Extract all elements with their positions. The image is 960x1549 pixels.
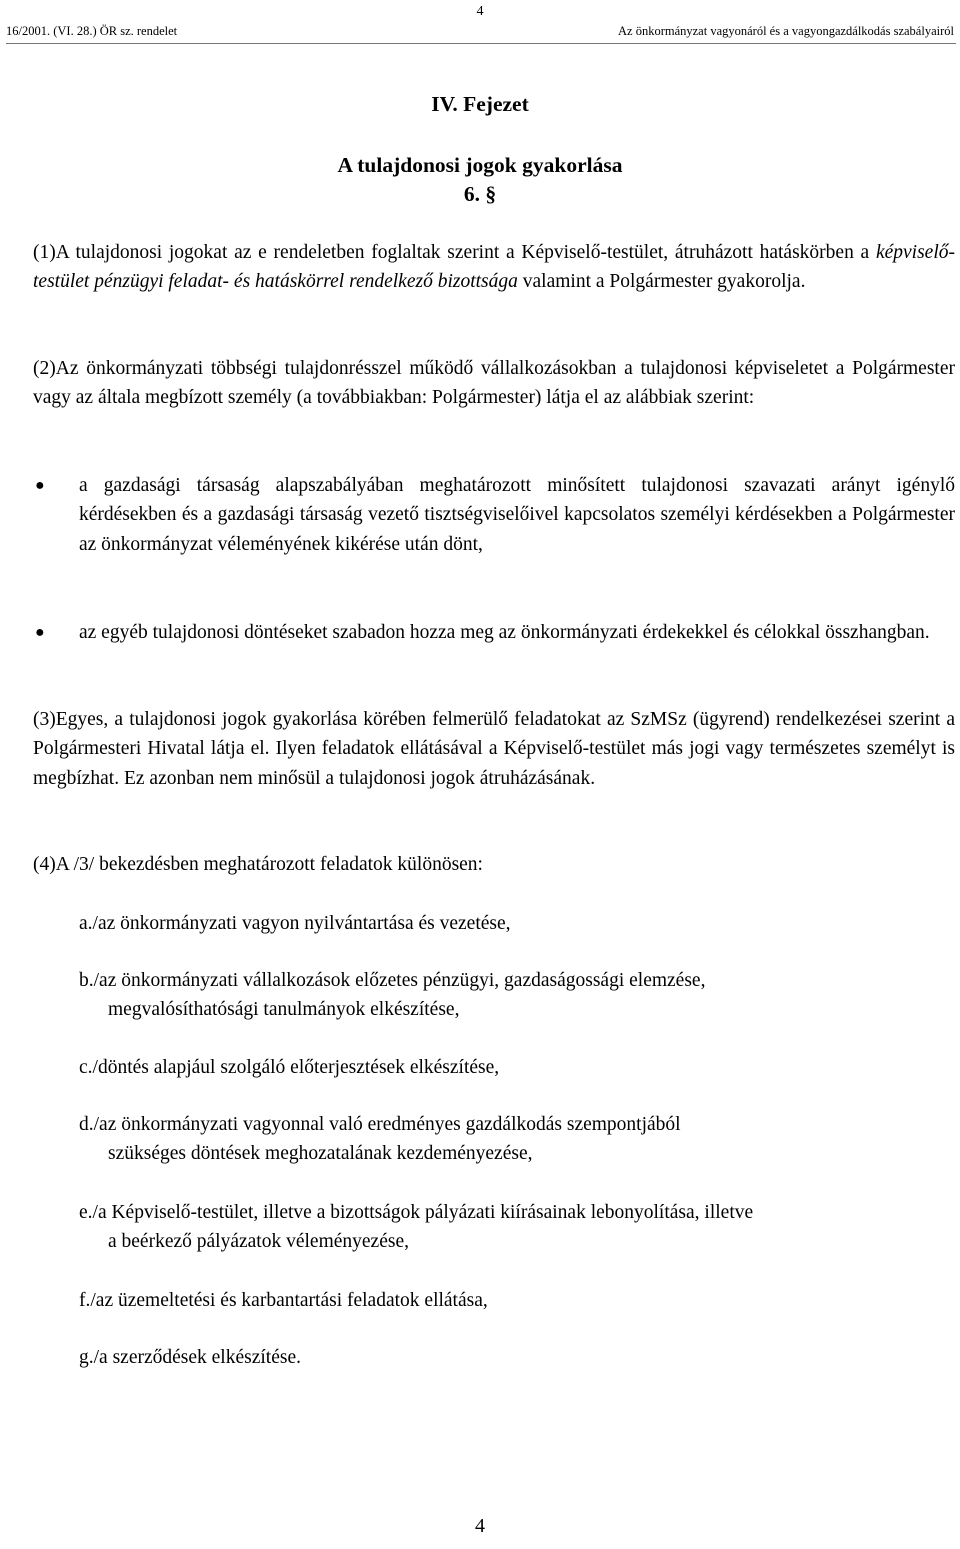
bullet-icon: ●	[35, 624, 45, 641]
list-item-line: f./az üzemeltetési és karbantartási feladatok ellátása,	[79, 1290, 488, 1311]
bullet-text: a gazdasági társaság alapszabályában meghatározott minősített tulajdonosi szavazati arányt igénylő kérdésekben és a gazdasági társaság vezető tisztségviselőivel kapcsolatos személyi kérdésekben a Polgármester az önkormányzat véleményének kikérése után dönt,	[79, 475, 955, 555]
page-header	[0, 0, 960, 48]
bullet-text: az egyéb tulajdonosi döntéseket szabadon hozza meg az önkormányzati érdekekkel és célokkal összhangban.	[79, 622, 930, 643]
list-item	[79, 1343, 959, 1372]
list-item	[79, 966, 959, 1025]
chapter-title: A tulajdonosi jogok gyakorlása	[337, 153, 623, 177]
list-item	[79, 1110, 959, 1169]
list-item	[79, 1286, 959, 1315]
paragraph-2: (2)Az önkormányzati többségi tulajdonrésszel működő vállalkozásokban a tulajdonosi képviseletet a Polgármester vagy az általa megbízott személy (a továbbiakban: Polgármester) látja el az alábbiak szerint:	[33, 358, 955, 409]
paragraph-1-text-b: valamint a Polgármester gyakorolja.	[517, 271, 806, 293]
paragraph-1-italic: képviselő-testület pénzügyi feladat- és hatáskörrel rendelkező bizottsága	[33, 242, 955, 293]
header-page-number: 4	[476, 4, 484, 19]
list-item-line: e./a Képviselő-testület, illetve a bizottságok pályázati kiírásainak lebonyolítása, illetve	[79, 1202, 754, 1223]
bullet-icon: ●	[35, 477, 45, 494]
list-item-line: d./az önkormányzati vagyonnal való eredményes gazdálkodás szempontjából	[79, 1114, 681, 1135]
paragraph-3: (3)Egyes, a tulajdonosi jogok gyakorlása körében felmerülő feladatokat az SzMSz (ügyrend) rendelkezései szerint a Polgármesteri Hivatal látja el. Ilyen feladatok ellátásával a Képviselő-testület más jogi vagy természetes személyt is megbízhat. Ez azonban nem minősül a tulajdonosi jogok átruházásának.	[33, 709, 955, 789]
list-item-continuation: szükséges döntések meghozatalának kezdeményezése,	[108, 1143, 533, 1165]
paragraph-4: (4)A /3/ bekezdésben meghatározott feladatok különösen:	[33, 854, 483, 875]
header-left-text: 16/2001. (VI. 28.) ÖR sz. rendelet	[6, 24, 178, 38]
footer-page-number: 4	[475, 1515, 485, 1537]
paragraph-1-text-a: (1)A tulajdonosi jogokat az e rendeletben foglaltak szerint a Képviselő-testület, átruházott hatáskörben a	[33, 242, 876, 263]
section-number: 6. §	[463, 182, 497, 206]
chapter-heading: IV. Fejezet	[431, 92, 529, 116]
bullet-item	[35, 618, 955, 647]
header-divider	[6, 43, 956, 44]
paragraph-1	[33, 238, 955, 297]
list-item	[79, 1053, 959, 1082]
header-right-text: Az önkormányzat vagyonáról és a vagyongazdálkodás szabályairól	[618, 24, 954, 38]
list-item-line: a./az önkormányzati vagyon nyilvántartása és vezetése,	[79, 913, 511, 934]
list-item-continuation: a beérkező pályázatok véleményezése,	[108, 1231, 409, 1253]
list-item	[79, 909, 959, 938]
list-item-line: c./döntés alapjául szolgáló előterjesztések elkészítése,	[79, 1057, 500, 1078]
list-item-line: g./a szerződések elkészítése.	[79, 1347, 301, 1368]
list-item-line: b./az önkormányzati vállalkozások előzetes pénzügyi, gazdaságossági elemzése,	[79, 970, 706, 991]
bullet-item	[35, 471, 955, 559]
list-item-continuation: megvalósíthatósági tanulmányok elkészítése,	[108, 999, 460, 1021]
list-item	[79, 1198, 959, 1257]
